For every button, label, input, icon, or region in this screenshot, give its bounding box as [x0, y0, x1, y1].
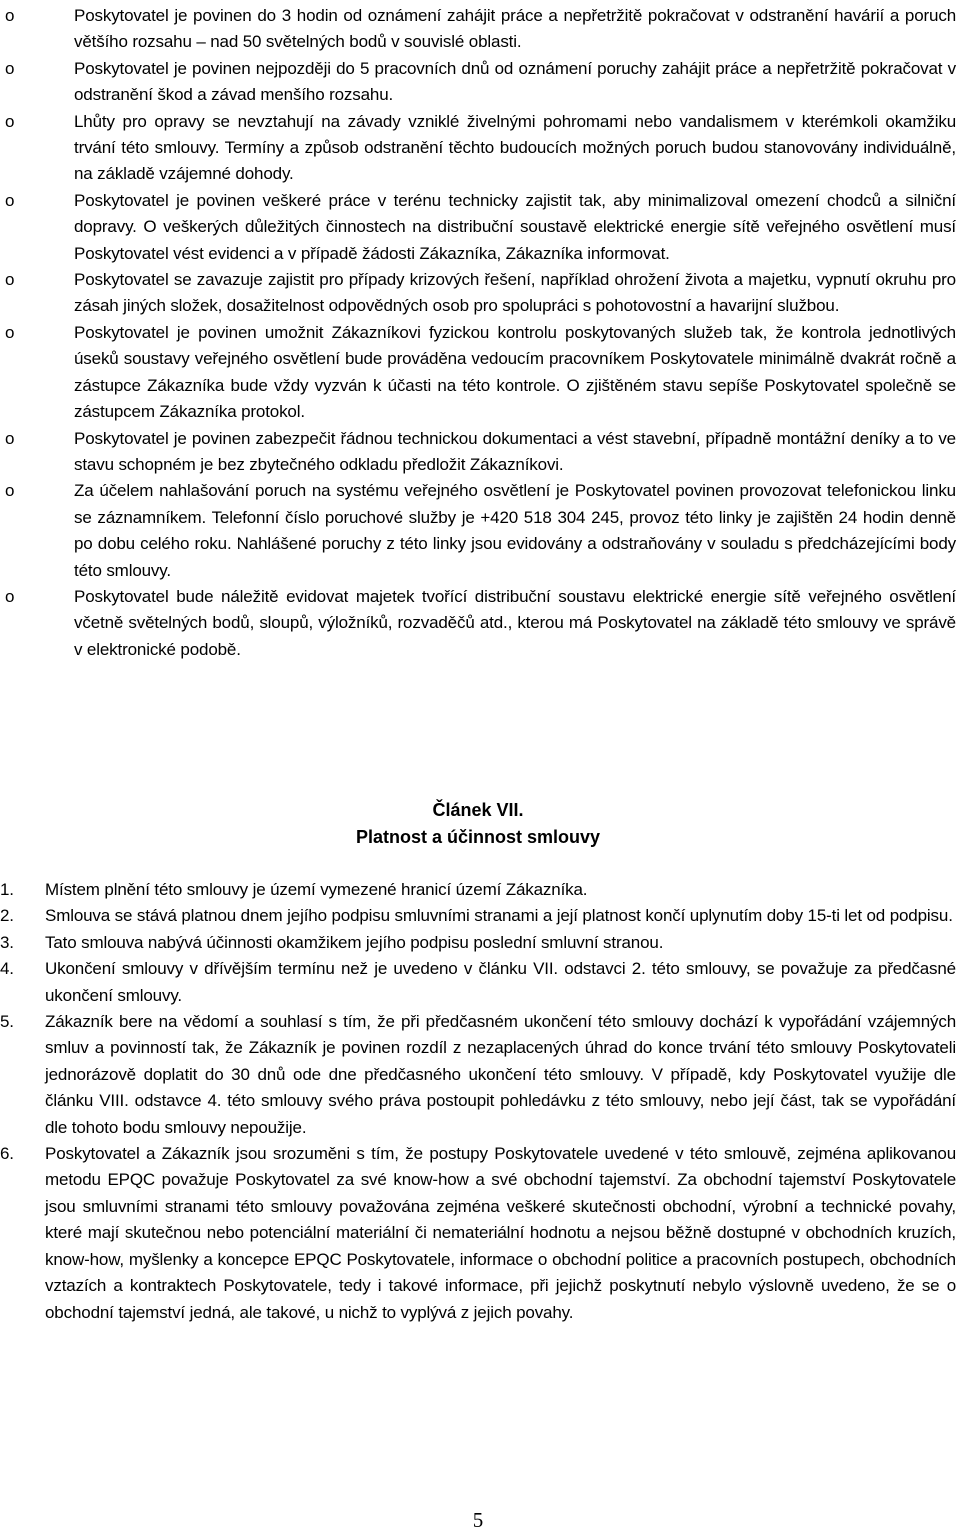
- article-title: Platnost a účinnost smlouvy: [355, 827, 601, 847]
- bullet-text: Poskytovatel je povinen umožnit Zákazníkovi fyzickou kontrolu poskytovaných služeb tak, že kontrola jednotlivých úseků soustavy veřejného osvětlení bude prováděna vedoucím pracovníkem Poskytovatele minimálně dvakrát ročně a zástupce Zákazníka bude vždy vyzván k účasti na této kontrole. O zjištěném stavu sepíše Poskytovatel společně se zástupcem Zákazníka protokol.: [74, 322, 956, 422]
- bullet-item: [0, 109, 956, 188]
- bullet-marker: o: [5, 428, 15, 448]
- bullet-item: [0, 56, 956, 109]
- bullet-text: Poskytovatel je povinen zabezpečit řádnou technickou dokumentaci a vést stavební, případně montážní deníky a to ve stavu schopném je bez zbytečného odkladu předložit Zákazníkovi.: [74, 428, 956, 474]
- bullet-item: [0, 478, 956, 584]
- clause-text: Místem plnění této smlouvy je území vymezené hranicí území Zákazníka.: [45, 880, 588, 899]
- bullet-marker: o: [5, 58, 15, 78]
- bullet-marker: o: [5, 111, 15, 131]
- clause-text: Zákazník bere na vědomí a souhlasí s tím, že při předčasném ukončení této smlouvy dochází k vypořádání vzájemných smluv a povinností tak, že Zákazník je povinen rozdíl z nezaplacených úhrad do konce trvání této smlouvy Poskytovateli jednorázově doplatit do 30 dnů ode dne předčasného ukončení této smlouvy. V případě, kdy Poskytovatel využije dle článku VIII. odstavce 4. této smlouvy svého práva postoupit pohledávku z této smlouvy, nebo její část, tak se vypořádání dle tohoto bodu smlouvy nepoužije.: [45, 1012, 956, 1137]
- bullet-marker: o: [5, 270, 15, 290]
- clause-number: 5.: [0, 1012, 14, 1032]
- clause-item: [0, 1141, 956, 1326]
- clause-number: 4.: [0, 959, 14, 979]
- bullet-marker: o: [5, 322, 15, 342]
- bullet-marker: o: [5, 190, 15, 210]
- bullet-text: Poskytovatel se zavazuje zajistit pro případy krizových řešení, například ohrožení života a majetku, vypnutí okruhu pro zásah jiných složek, dosažitelnost odpovědných osob pro spolupráci s pohotovostní a havarijní službou.: [74, 270, 956, 316]
- bullet-item: [0, 188, 956, 267]
- clause-number: 6.: [0, 1144, 14, 1164]
- page-number: 5: [472, 1508, 484, 1532]
- bullet-text: Poskytovatel je povinen nejpozději do 5 pracovních dnů od oznámení poruchy zahájit práce a nepřetržitě pokračovat v odstranění škod a závad menšího rozsahu.: [74, 58, 956, 105]
- clause-number: 1.: [0, 880, 14, 899]
- bullet-text: Lhůty pro opravy se nevztahují na závady vzniklé živelnými pohromami nebo vandalismem v kterémkoli okamžiku trvání této smlouvy. Termíny a způsob odstranění těchto budoucích možných poruch budou stanovovány individuálně, na základě vzájemné dohody.: [74, 111, 956, 184]
- article-number: Článek VII.: [432, 800, 524, 820]
- bullet-marker: o: [5, 481, 15, 501]
- clause-item: [0, 956, 956, 1009]
- bullet-marker: o: [5, 586, 15, 606]
- bullet-text: Poskytovatel bude náležitě evidovat majetek tvořící distribuční soustavu elektrické energie sítě veřejného osvětlení včetně světelných bodů, sloupů, výložníků, rozvaděčů atd., kterou má Poskytovatel na základě této smlouvy ve správě v elektronické podobě.: [74, 586, 956, 659]
- clause-list: [0, 877, 956, 1326]
- bullet-item: [0, 320, 956, 426]
- clause-number: 2.: [0, 906, 14, 926]
- clause-text: Ukončení smlouvy v dřívějším termínu než je uvedeno v článku VII. odstavci 2. této smlouvy, se považuje za předčasné ukončení smlouvy.: [45, 959, 956, 1005]
- bullet-marker: o: [5, 6, 15, 25]
- bullet-list: [0, 3, 956, 663]
- bullet-item: [0, 3, 956, 56]
- clause-item: [0, 1009, 956, 1141]
- clause-item: [0, 877, 956, 903]
- bullet-item: [0, 267, 956, 320]
- bullet-item: [0, 426, 956, 479]
- bullet-item: [0, 584, 956, 663]
- clause-text: Smlouva se stává platnou dnem jejího podpisu smluvními stranami a její platnost končí uplynutím doby 15-ti let od podpisu.: [45, 906, 953, 926]
- clause-item: [0, 930, 956, 956]
- clause-item: [0, 903, 956, 929]
- bullet-text: Poskytovatel je povinen do 3 hodin od oznámení zahájit práce a nepřetržitě pokračovat v odstranění havárií a poruch většího rozsahu – nad 50 světelných bodů v souvislé oblasti.: [74, 6, 956, 52]
- clause-number: 3.: [0, 932, 14, 952]
- clause-text: Tato smlouva nabývá účinnosti okamžikem jejího podpisu poslední smluvní stranou.: [45, 932, 664, 952]
- bullet-text: Za účelem nahlašování poruch na systému veřejného osvětlení je Poskytovatel povinen provozovat telefonickou linku se záznamníkem. Telefonní číslo poruchové služby je +420 518 304 245, provoz této linky je zajištěn 24 hodin denně po dobu celého roku. Nahlášené poruchy z této linky jsou evidovány a odstraňovány v souladu s předcházejícími body této smlouvy.: [74, 481, 956, 580]
- clause-text: Poskytovatel a Zákazník jsou srozuměni s tím, že postupy Poskytovatele uvedené v této smlouvě, zejména aplikovanou metodu EPQC považuje Poskytovatel za své know-how a své obchodní tajemství. Za obchodní tajemství Poskytovatele jsou smluvními stranami této smlouvy považována zejména veškeré skutečnosti obchodní, výrobní a technické povahy, které mají skutečnou nebo potenciální materiální či nemateriální hodnotu a nejsou běžně dostupné v obchodních kruzích, know-how, myšlenky a koncepce EPQC Poskytovatele, informace o obchodní politice a pracovních postupech, obchodních vztazích a kontraktech Poskytovatele, tedy i takové informace, při jejichž poskytnutí nebylo výslovně uvedeno, že se o obchodní tajemství jedná, ale takové, u nichž to vyplývá z jejich povahy.: [45, 1144, 956, 1322]
- bullet-text: Poskytovatel je povinen veškeré práce v terénu technicky zajistit tak, aby minimalizoval omezení chodců a silniční dopravy. O veškerých důležitých činnostech na distribuční soustavě elektrické energie sítě veřejného osvětlení musí Poskytovatel vést evidenci a v případě žádosti Zákazníka, Zákazníka informovat.: [74, 190, 956, 263]
